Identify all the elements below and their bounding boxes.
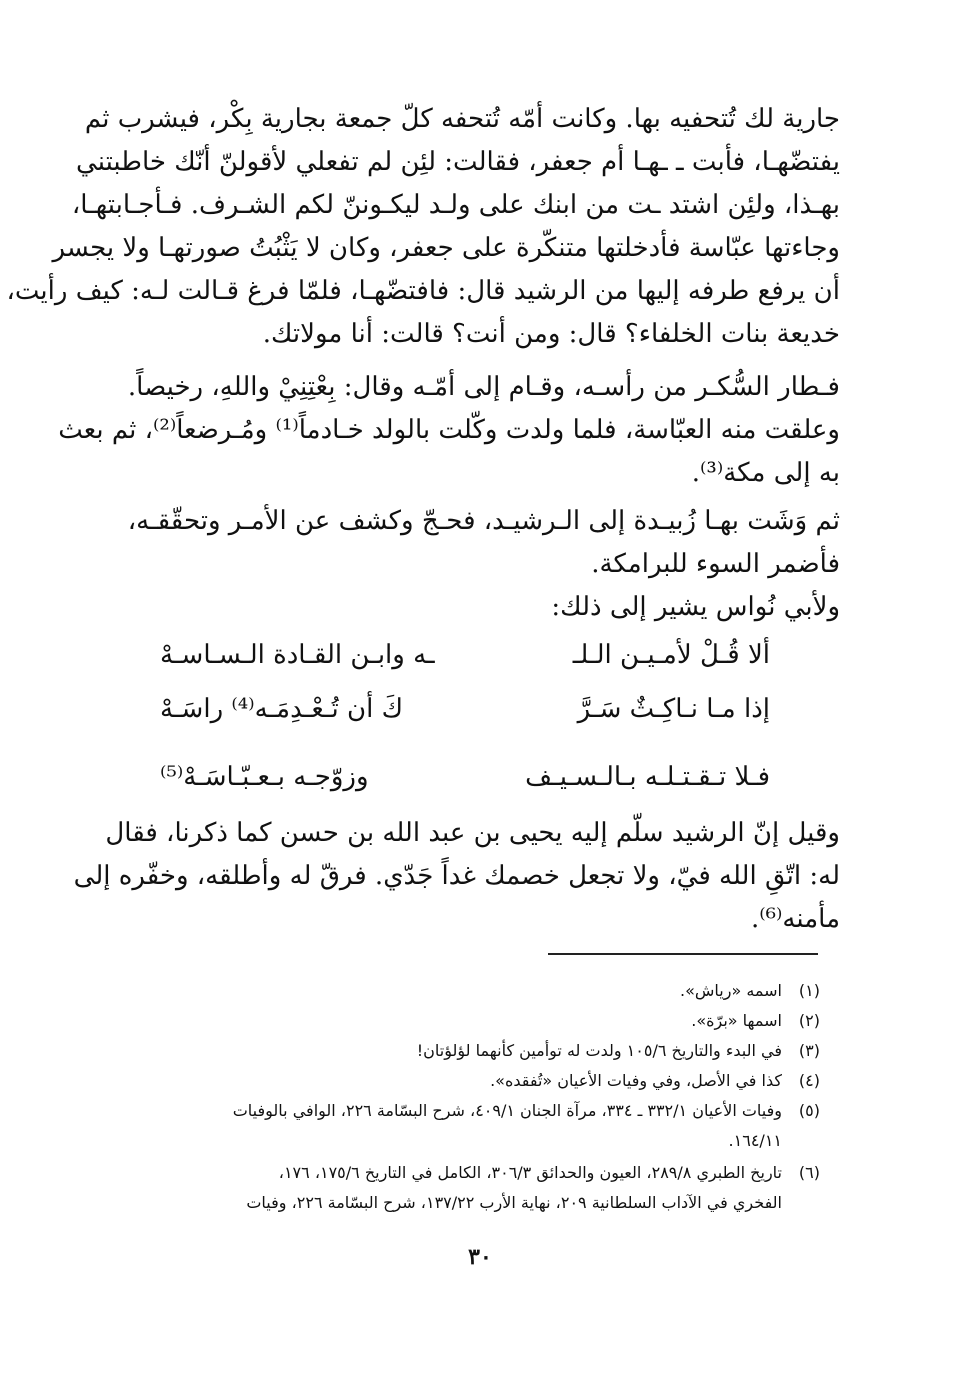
text-line: ثم وَشَت بهـا زُبيـدة إلى الـرشيـد، فحـجّ وكشف عن الأمـر وتحقّقـه،: [127, 506, 840, 536]
verse-hemistich-2: كَ أن تُـعْـدِمَـه⁽⁴⁾ راسَـهْ: [160, 694, 404, 724]
footnote-2: [120, 1006, 820, 1036]
verse-hemistich-1: فـلا تـقـتـلـه بـالـسـيـف: [525, 762, 770, 792]
paragraph-closing: [73, 812, 840, 941]
text-line: وجاءتها عبّاسة فأدخلتها متنكّرة على جعفر، وكان لا يَثْبُتُ صورتهـا ولا يجسر: [52, 233, 840, 263]
footnote-number: (٢): [798, 1011, 820, 1030]
footnote-number: (٤): [798, 1071, 820, 1090]
footnote-1: [120, 976, 820, 1006]
footnote-text: في البدء والتاريخ ١٠٥/٦ ولدت له توأمين كأنهما لؤلؤتان!: [416, 1041, 782, 1060]
footnote-3: [120, 1036, 820, 1066]
footnote-number: (٥): [798, 1101, 820, 1120]
footnote-text: اسمه «رياش».: [679, 981, 782, 1000]
paragraph-1: [6, 98, 840, 356]
footnote-6: [120, 1158, 820, 1218]
text-line: بهـذا، ولئِن اشتد ـت من ابنك على ولـد ليكـوننّ لكم الشـرف. فـأجـابتهـا،: [71, 190, 840, 220]
text-line: به إلى مكة⁽³⁾.: [691, 458, 840, 488]
text-line: جارية لك تُتحفيه بها. وكانت أمّه تُتحفه كلّ جمعة بجارية بِكْر، فيشرب ثم: [84, 104, 840, 134]
verse-hemistich-2: ـه وابـن القـادة الـسـاسـهْ: [160, 640, 435, 670]
footnote-5: [120, 1096, 820, 1156]
footnote-text: تاريخ الطبري ٢٨٩/٨، العيون والحدائق ٣٠٦/٣، الكامل في التاريخ ١٧٥/٦، ١٧٦،: [278, 1163, 782, 1182]
poem-verse: [160, 694, 770, 734]
footnote-divider: [548, 953, 818, 955]
footnote-number: (١): [798, 981, 820, 1000]
text-line: وقيل إنّ الرشيد سلّم إليه يحيى بن عبد الله بن حسن كما ذكرنا، فقال: [105, 818, 840, 848]
text-line: خديعة بنات الخلفاء؟ قال: ومن أنت؟ قالت: أنا مولاتك.: [262, 319, 840, 349]
footnote-text: ١٦٤/١١.: [728, 1131, 782, 1150]
footnote-text: الفخري في الآداب السلطانية ٢٠٩، نهاية الأرب ١٣٧/٢٢، شرح البسّامة ٢٢٦، وفيات: [246, 1193, 782, 1212]
text-line: وعلقت منه العبّاسة، فلما ولدت وكّلت بالولد خـادماً⁽¹⁾ ومُـرضعاً⁽²⁾، ثم بعث: [58, 415, 840, 445]
paragraph-2: [58, 366, 840, 495]
footnote-text: اسمها «برّة».: [691, 1011, 782, 1030]
footnote-number: (٦): [798, 1163, 820, 1182]
text-line: ولأبي نُواس يشير إلى ذلك:: [551, 592, 840, 622]
verse-hemistich-1: إذا مـا نـاكِـثٌ سَـرَّ: [577, 694, 770, 724]
footnote-4: [120, 1066, 820, 1096]
text-line: أن يرفع طرفه إليها من الرشيد قال: فافتضّهـا، فلمّا فرغ قـالت لـه: كيف رأيت،: [6, 276, 840, 306]
footnote-text: كذا في الأصل، وفي وفيات الأعيان «تُفقده».: [490, 1071, 782, 1090]
text-line: يفتضّهـا، فأبت ـ ـهـا أم جعفر، فقالت: لئِن لم تفعلي لأقولنّ أنّك خاطبتني: [76, 147, 840, 177]
text-line: مأمنه⁽⁶⁾.: [750, 904, 840, 934]
paragraph-3: [120, 500, 840, 586]
poem-verse: [160, 640, 770, 680]
footnote-text: وفيات الأعيان ٣٣٢/١ ـ ٣٣٤، مرآة الجنان ٤٠٩/١، شرح البسّامة ٢٢٦، الوافي بالوفيات: [232, 1101, 782, 1120]
page-number: ٣٠: [468, 1244, 492, 1270]
verse-hemistich-2: وزوّجـه بـعـبّـاسَـهْ⁽⁵⁾: [160, 762, 369, 792]
poem-verse: [160, 762, 770, 802]
text-line: له: اتّقِ الله فيّ، ولا تجعل خصمك غداً جَدّي. فرقّ له وأطلقه، وخفّره إلى: [73, 861, 840, 891]
footnote-number: (٣): [798, 1041, 820, 1060]
verse-intro: [120, 586, 840, 629]
verse-hemistich-1: ألا قُـلْ لأمـيـن الـلـ: [572, 640, 770, 670]
text-line: فـطار السُّكـر من رأسـه، وقـام إلى أمّـه وقال: بِعْتِنِيْ واللهِ، رخيصاً.: [127, 372, 840, 402]
text-line: فأضمر السوء للبرامكة.: [591, 549, 840, 579]
